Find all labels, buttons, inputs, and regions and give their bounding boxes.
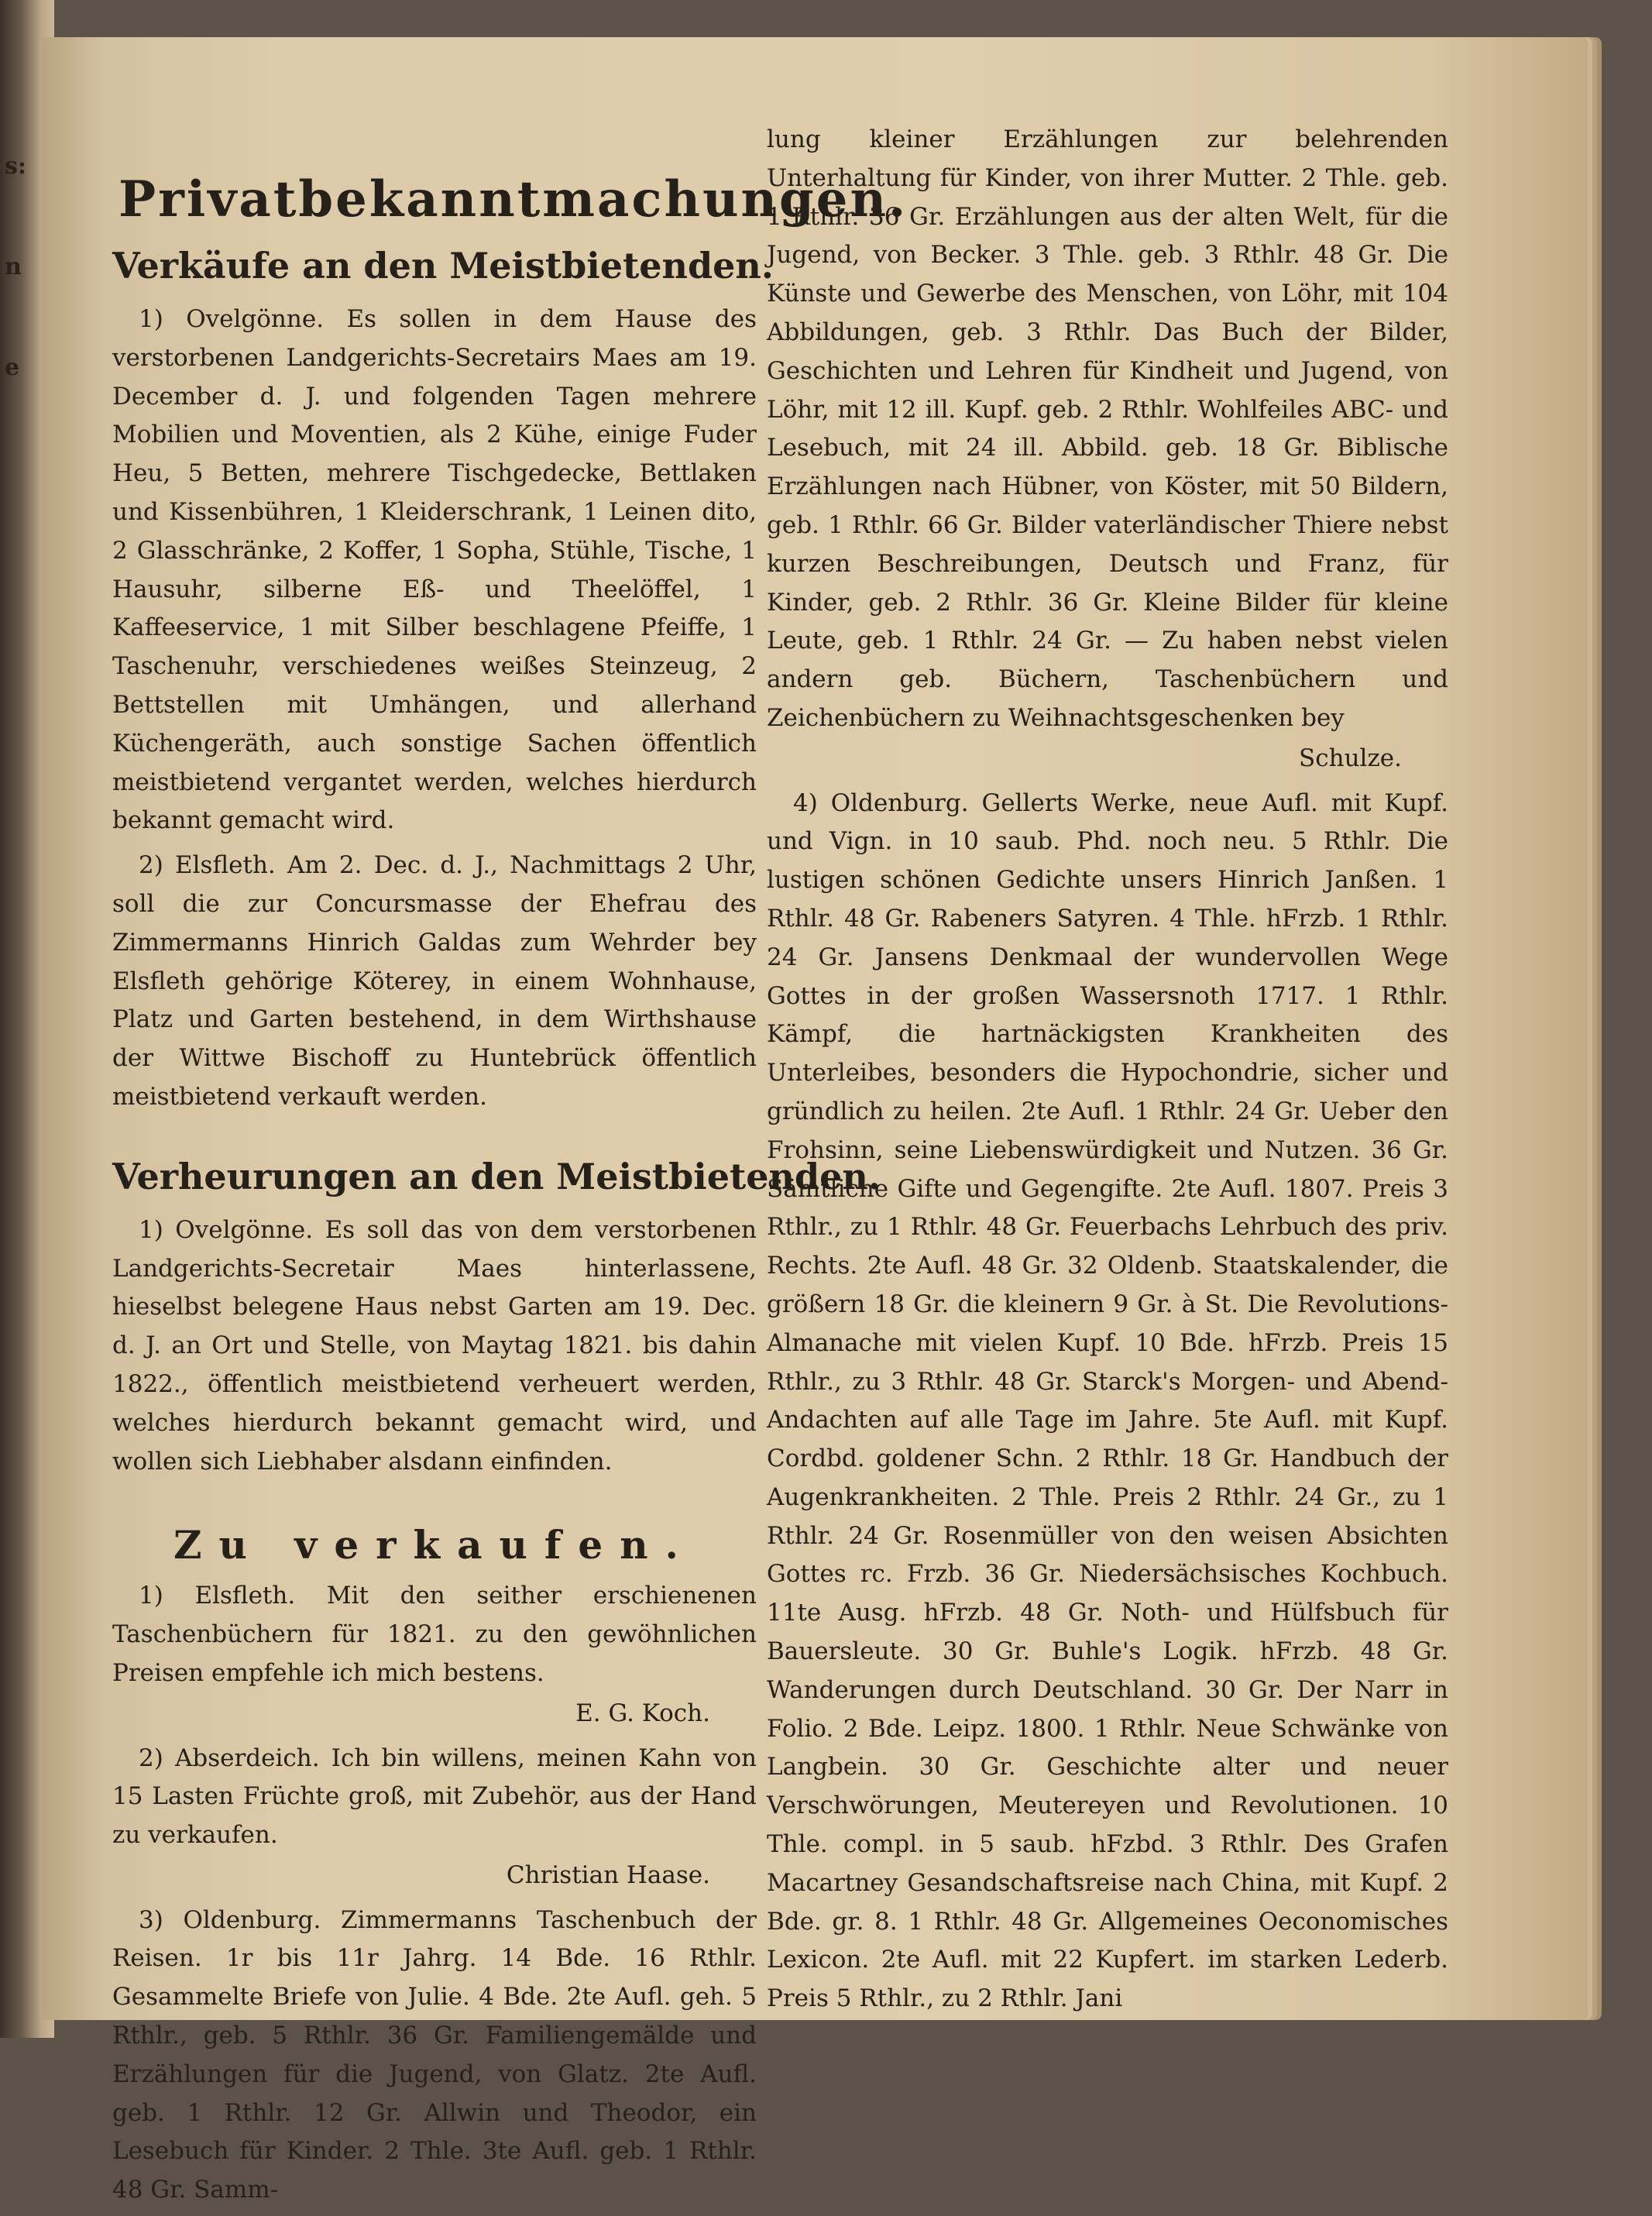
section-heading-auctions: Verkäufe an den Meistbietenden. <box>112 245 774 287</box>
notice-book-list-continued: lung kleiner Erzählungen zur belehrenden Unterhaltung für Kinder, von ihrer Mutter. 2 Thle. geb. 1 Rthlr. 36 Gr. Erzählungen aus der alten Welt, für die Jugend, von Becker. 3 Thle. geb. 3 Rthlr. 48 Gr. Die Künste und Gewerbe des Menschen, von Löhr, mit 104 Abbildungen, geb. 3 Rthlr. Das Buch der Bilder, Geschichten und Lehren für Kindheit und Jugend, von Löhr, mit 12 ill. Kupf. geb. 2 Rthlr. Wohlfeiles ABC- und Lesebuch, mit 24 ill. Abbild. geb. 18 Gr. Biblische Erzählungen nach Hübner, von Köster, mit 50 Bildern, geb. 1 Rthlr. 66 Gr. Bilder vaterländischer Thiere nebst kurzen Beschreibungen, Deutsch und Franz, für Kinder, geb. 2 Rthlr. 36 Gr. Kleine Bilder für kleine Leute, geb. 1 Rthlr. 24 Gr. — Zu haben nebst vielen andern geb. Büchern, Taschenbüchern und Zeichenbüchern zu Weihnachtsgeschenken bey <box>767 125 1448 732</box>
section-heading-leases: Verheurungen an den Meistbietenden. <box>112 1155 881 1197</box>
signature-koch: E. G. Koch. <box>575 1699 710 1727</box>
notice-elsfleth-auction: 2) Elsfleth. Am 2. Dec. d. J., Nachmittags 2 Uhr, soll die zur Concursmasse der Ehefrau des Zimmermanns Hinrich Galdas zum Wehrder bey Elsfleth gehörige Köterey, in einem Wohnhause, Platz und Garten bestehend, in dem Wirthshause der Wittwe Bischoff zu Huntebrück öffentlich meistbietend verkauft werden. <box>112 851 757 1111</box>
notice-elsfleth-sale: 1) Elsfleth. Mit den seither erschienenen Taschenbüchern für 1821. zu den gewöhnlichen Preisen empfehle ich mich bestens. <box>112 1582 757 1687</box>
right-column <box>767 121 1448 2025</box>
page-title: Privatbekanntmachungen. <box>118 170 908 228</box>
notice-ovelgoenne-auction: 1) Ovelgönne. Es sollen in dem Hause des verstorbenen Landgerichts-Secretairs Maes am 19. December d. J. und folgenden Tagen mehrere Mobilien und Moventien, als 2 Kühe, einige Fuder Heu, 5 Betten, mehrere Tischgedecke, Bettlaken und Kissenbühren, 1 Kleiderschrank, 1 Leinen dito, 2 Glasschränke, 2 Koffer, 1 Sopha, Stühle, Tische, 1 Hausuhr, silberne Eß- und Theelöffel, 1 Kaffeeservice, 1 mit Silber beschlagene Pfeiffe, 1 Taschenuhr, verschiedenes weißes Steinzeug, 2 Bettstellen mit Umhängen, und allerhand Küchengeräth, auch sonstige Sachen öffentlich meistbietend vergantet werden, welches hierdurch bekannt gemacht wird. <box>112 305 757 835</box>
section-heading-for-sale: Zu verkaufen. <box>173 1522 695 1568</box>
notice-oldenburg-book-sale: 4) Oldenburg. Gellerts Werke, neue Aufl. mit Kupf. und Vign. in 10 saub. Phd. noch neu. 5 Rthlr. Die lustigen schönen Gedichte unsers Hinrich Janßen. 1 Rthlr. 48 Gr. Rabeners Satyren. 4 Thle. hFrzb. 1 Rthlr. 24 Gr. Jansens Denkmaal der wundervollen Wege Gottes in der großen Wassersnoth 1717. 1 Rthlr. Kämpf, die hartnäckigsten Krankheiten des Unterleibes, besonders die Hypochondrie, sicher und gründlich zu heilen. 2te Aufl. 1 Rthlr. 24 Gr. Ueber den Frohsinn, seine Liebenswürdigkeit und Nutzen. 36 Gr. Sämtliche Gifte und Gegengifte. 2te Aufl. 1807. Preis 3 Rthlr., zu 1 Rthlr. 48 Gr. Feuerbachs Lehrbuch des priv. Rechts. 2te Aufl. 48 Gr. 32 Oldenb. Staatskalender, die größern 18 Gr. die kleinern 9 Gr. à St. Die Revolutions-Almanache mit vielen Kupf. 10 Bde. hFrzb. Preis 15 Rthlr., zu 3 Rthlr. 48 Gr. Starck's Morgen- und Abend-Andachten auf alle Tage im Jahre. 5te Aufl. mit Kupf. Cordbd. goldener Schn. 2 Rthlr. 18 Gr. Handbuch der Augenkrankheiten. 2 Thle. Preis 2 Rthlr. 24 Gr., zu 1 Rthlr. 24 Gr. Rosenmüller von den weisen Absichten Gottes rc. Frzb. 36 Gr. Niedersächsisches Kochbuch. 11te Ausg. hFrzb. 48 Gr. Noth- und Hülfsbuch für Bauersleute. 30 Gr. Buhle's Logik. hFrzb. 48 Gr. Wanderungen durch Deutschland. 30 Gr. Der Narr in Folio. 2 Bde. Leipz. 1800. 1 Rthlr. Neue Schwänke von Langbein. 30 Gr. Geschichte alter und neuer Verschwörungen, Meutereyen und Revolutionen. 10 Thle. compl. in 5 saub. hFzbd. 3 Rthlr. Des Grafen Macartney Gesandschaftsreise nach China, mit Kupf. 2 Bde. gr. 8. 1 Rthlr. 48 Gr. Allgemeines Oeconomisches Lexicon. 2te Aufl. mit 22 Kupfert. im starken Lederb. Preis 5 Rthlr., zu 2 Rthlr. Jani <box>767 788 1448 2013</box>
notice-ovelgoenne-lease: 1) Ovelgönne. Es soll das von dem verstorbenen Landgerichts-Secretair Maes hinterlassene, hieselbst belegene Haus nebst Garten am 19. Dec. d. J. an Ort und Stelle, von Maytag 1821. bis dahin 1822., öffentlich meistbietend verheuert werden, welches hierdurch bekannt gemacht wird, und wollen sich Liebhaber alsdann einfinden. <box>112 1215 757 1476</box>
book-page <box>43 37 1588 2204</box>
signature-schulze: Schulze. <box>1299 744 1402 772</box>
notice-abserdeich-sale: 2) Abserdeich. Ich bin willens, meinen Kahn von 15 Lasten Früchte groß, mit Zubehör, aus der Hand zu verkaufen. <box>112 1744 757 1850</box>
notice-oldenburg-books: 3) Oldenburg. Zimmermanns Taschenbuch der Reisen. 1r bis 11r Jahrg. 14 Bde. 16 Rthlr. Gesammelte Briefe von Julie. 4 Bde. 2te Aufl. geh. 5 Rthlr., geb. 5 Rthlr. 36 Gr. Familiengemälde und Erzählungen für die Jugend, von Glatz. 2te Aufl. geb. 1 Rthlr. 12 Gr. Allwin und Theodor, ein Lesebuch für Kinder. 2 Thle. 3te Aufl. geb. 1 Rthlr. 48 Gr. Samm- <box>112 1905 757 2204</box>
spine-text-fragment: s: n e <box>5 153 26 381</box>
signature-haase: Christian Haase. <box>506 1860 710 1889</box>
left-column <box>112 122 908 2216</box>
